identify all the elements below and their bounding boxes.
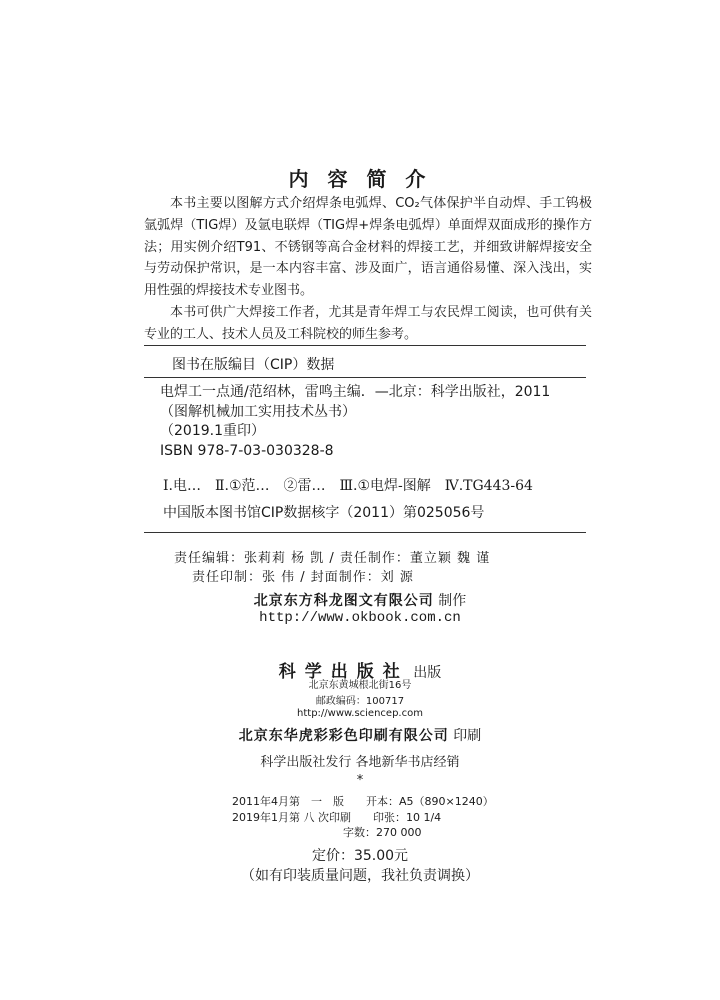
publisher-postcode: 邮政编码：100717 xyxy=(315,696,405,707)
divider-bottom xyxy=(144,532,586,533)
cip-line-1: 电焊工一点通/范绍林，雷鸣主编．—北京：科学出版社，2011 xyxy=(160,384,551,400)
cip-heading: 图书在版编目（CIP）数据 xyxy=(172,357,335,373)
publisher-address: 北京东黄城根北街16号 xyxy=(308,680,412,691)
credit-editors: 责任编辑：张莉莉 杨 凯 / 责任制作：董立颖 魏 谨 xyxy=(174,551,491,566)
publisher-suffix: 出版 xyxy=(413,665,442,681)
summary-paragraph-2: 本书可供广大焊接工作者，尤其是青年焊工与农民焊工阅读，也可供有关专业的工人、技术人员及工科院校的师生参考。 xyxy=(144,304,592,342)
summary-title: 内 容 简 介 xyxy=(288,167,432,191)
divider-cip xyxy=(144,377,586,378)
producer-name: 北京东方科龙图文有限公司 xyxy=(253,593,434,609)
distribution-line: 科学出版社发行 各地新华书店经销 xyxy=(260,755,460,770)
cip-isbn: ISBN 978-7-03-030328-8 xyxy=(160,442,334,459)
edition-reprint: 2019年1月第 八 次印刷 印张：10 1/4 xyxy=(232,811,442,824)
cip-number: 中国版本图书馆CIP数据核字（2011）第025056号 xyxy=(163,505,485,521)
separator-star: * xyxy=(356,773,364,788)
producer-suffix: 制作 xyxy=(438,593,467,609)
producer-url: http://www.okbook.com.cn xyxy=(259,610,461,626)
printer-suffix: 印刷 xyxy=(453,728,482,744)
cip-line-3: （2019.1重印） xyxy=(160,423,265,439)
publisher-url: http://www.sciencep.com xyxy=(297,708,423,719)
edition-first: 2011年4月第 一 版 开本：A5（890×1240） xyxy=(232,795,494,808)
publisher-name: 科学出版社 xyxy=(278,662,409,682)
divider-top xyxy=(144,345,586,346)
price-label: 定价：35.00元 xyxy=(311,848,409,864)
printer-name: 北京东华虎彩彩色印刷有限公司 xyxy=(238,728,449,744)
cip-classification: Ⅰ.电… Ⅱ.①范… ②雷… Ⅲ.①电焊-图解 Ⅳ.TG443-64 xyxy=(163,478,533,494)
producer-line xyxy=(0,590,720,610)
summary-body xyxy=(144,193,592,346)
credit-printing: 责任印制：张 伟 / 封面制作：刘 源 xyxy=(192,570,414,585)
cip-line-2: （图解机械加工实用技术丛书） xyxy=(160,403,356,420)
printer-line xyxy=(0,725,720,745)
edition-words: 字数：270 000 xyxy=(343,826,422,839)
cip-record xyxy=(160,383,550,461)
summary-paragraph-1: 本书主要以图解方式介绍焊条电弧焊、CO₂气体保护半自动焊、手工钨极氩弧焊（TIG焊）及氩电联焊（TIG焊+焊条电弧焊）单面焊双面成形的操作方法；用实例介绍T91、不锈钢等高合金材料的焊接工艺，并细致讲解焊接安全与劳动保护常识，是一本内容丰富、涉及面广，语言通俗易懂、深入浅出，实用性强的焊接技术专业图书。 xyxy=(144,196,592,299)
price-notice: （如有印装质量问题，我社负责调换） xyxy=(241,868,479,884)
